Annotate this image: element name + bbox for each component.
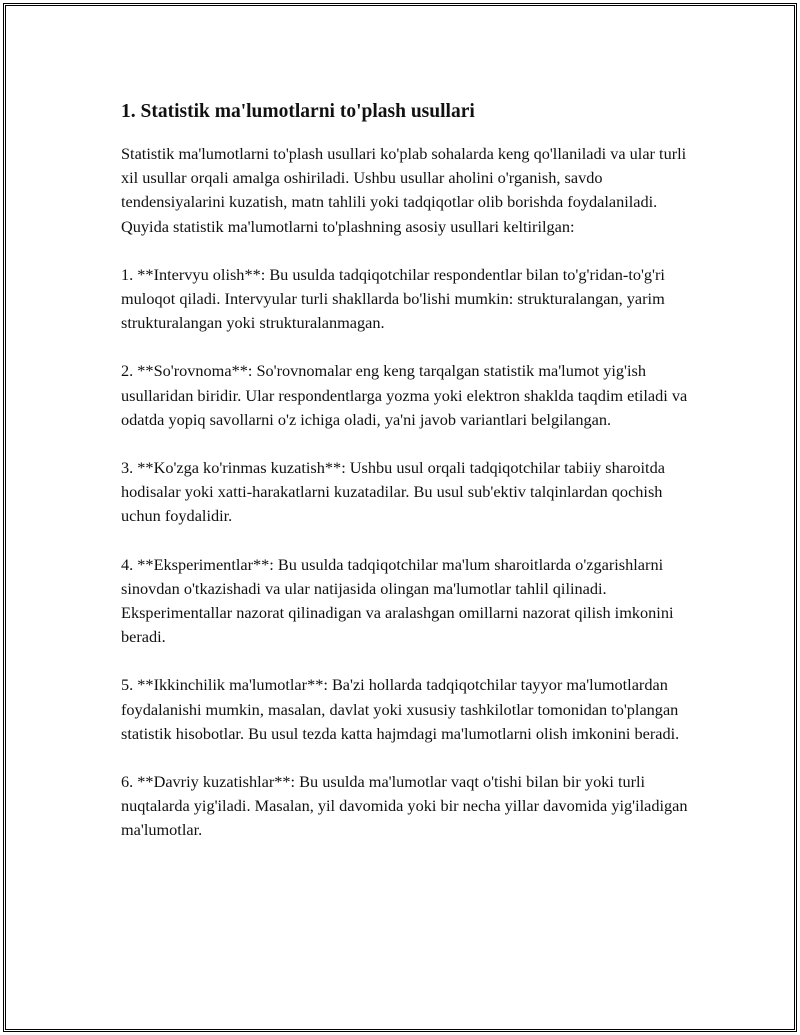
intro-paragraph: Statistik ma'lumotlarni to'plash usullari ko'plab sohalarda keng qo'llaniladi va ular turli xil usullar orqali amalga oshiriladi. Ushbu usullar aholini o'rganish, savdo tendensiyalarini kuzatish, matn tahlili yoki tadqiqotlar olib borishda foydalaniladi. Quyida statistik ma'lumotlarni to'plashning asosiy usullari keltirilgan: (121, 144, 687, 236)
method-interview-paragraph: 1. **Intervyu olish**: Bu usulda tadqiqotchilar respondentlar bilan to'g'ridan-to'g'ri muloqot qiladi. Intervyular turli shakllarda bo'lishi mumkin: strukturalangan, yarim strukturalangan yoki strukturalanmagan. (121, 264, 665, 333)
document-body (121, 98, 701, 867)
method-periodic-observation-paragraph: 6. **Davriy kuzatishlar**: Bu usulda ma'lumotlar vaqt o'tishi bilan bir yoki turli nuqtalarda yig'iladi. Masalan, yil davomida yoki bir necha yillar davomida yig'iladigan ma'lumotlar. (121, 772, 688, 840)
page-frame (3, 3, 797, 1032)
document-title: 1. Statistik ma'lumotlarni to'plash usullari (121, 101, 475, 122)
method-survey-paragraph: 2. **So'rovnoma**: So'rovnomalar eng keng tarqalgan statistik ma'lumot yig'ish usullaridan biridir. Ular respondentlarga yozma yoki elektron shaklda taqdim etiladi va odatda yopiq savollarni o'z ichiga oladi, ya'ni javob variantlari belgilangan. (121, 361, 688, 429)
method-experiment-paragraph: 4. **Eksperimentlar**: Bu usulda tadqiqotchilar ma'lum sharoitlarda o'zgarishlarni sinovdan o'tkazishadi va ular natijasida olingan ma'lumotlar tahlil qilinadi. Eksperimentallar nazorat qilinadigan va aralashgan omillarni nazorat qilish imkonini beradi. (121, 554, 674, 647)
method-secondary-data-paragraph: 5. **Ikkinchilik ma'lumotlar**: Ba'zi hollarda tadqiqotchilar tayyor ma'lumotlardan foydalanishi mumkin, masalan, davlat yoki xususiy tashkilotlar tomonidan to'plangan statistik hisobotlar. Bu usul tezda katta hajmdagi ma'lumotlarni olish imkonini beradi. (121, 675, 680, 743)
method-observation-paragraph: 3. **Ko'zga ko'rinmas kuzatish**: Ushbu usul orqali tadqiqotchilar tabiiy sharoitda hodisalar yoki xatti-harakatlarni kuzatadilar. Bu usul sub'ektiv talqinlardan qochish uchun foydalidir. (121, 458, 665, 526)
